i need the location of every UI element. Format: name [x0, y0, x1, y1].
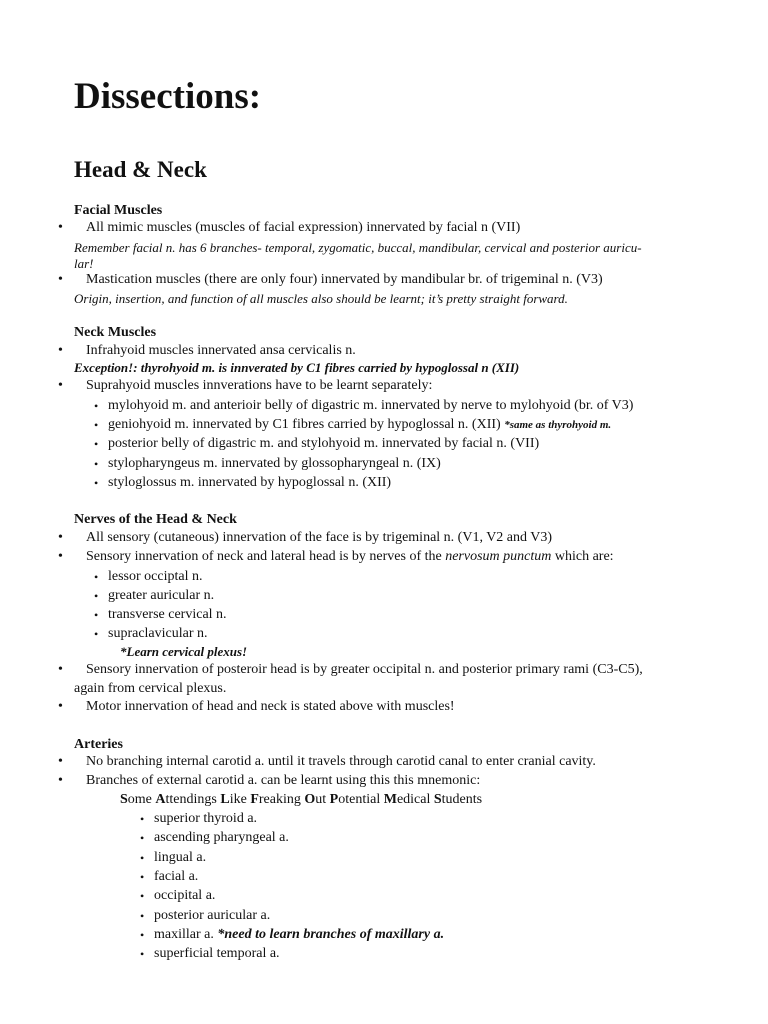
bullet: •	[58, 773, 63, 788]
nerves-bullet-2-post: which are:	[551, 549, 614, 564]
mnemonic-initial: S	[120, 792, 128, 807]
sub-bullet: •	[140, 889, 145, 903]
artery-item	[154, 926, 444, 944]
nerves-heading: Nerves of the Head & Neck	[74, 512, 237, 527]
nerves-bullet-2-pre: Sensory innervation of neck and lateral head is by nerves of the	[86, 549, 446, 564]
mnemonic	[120, 791, 482, 809]
suprahyoid-item-2-note: *same as thyrohyoid m.	[504, 419, 612, 431]
nerve-item-1: lessor occiptal n.	[108, 569, 203, 584]
mnemonic-rest: ike	[229, 792, 251, 807]
sub-bullet: •	[140, 812, 145, 826]
arteries-heading: Arteries	[74, 737, 123, 752]
artery-item-text: superficial temporal a.	[154, 946, 280, 961]
page-title: Dissections:	[74, 76, 262, 117]
nerves-bullet-4: Motor innervation of head and neck is stated above with muscles!	[86, 699, 455, 714]
neck-bullet-1: Infrahyoid muscles innervated ansa cervicalis n.	[86, 343, 356, 358]
nervosum-punctum: nervosum punctum	[445, 549, 552, 564]
sub-bullet: •	[94, 418, 99, 432]
artery-item	[154, 868, 198, 886]
bullet: •	[58, 662, 63, 677]
suprahyoid-item-4: stylopharyngeus m. innervated by glossopharyngeal n. (IX)	[108, 456, 441, 471]
section-title: Head & Neck	[74, 157, 207, 182]
sub-bullet: •	[140, 870, 145, 884]
nerve-item-4: supraclavicular n.	[108, 626, 208, 641]
mnemonic-initial: M	[383, 792, 397, 807]
sub-bullet: •	[94, 399, 99, 413]
bullet: •	[58, 343, 63, 358]
suprahyoid-item-2	[108, 416, 611, 434]
arteries-bullet-2: Branches of external carotid a. can be learnt using this this mnemonic:	[86, 773, 481, 788]
neck-exception: Exception!: thyrohyoid m. is innverated by C1 fibres carried by hypoglossal n (XII)	[74, 360, 520, 375]
nerves-bullet-3b: again from cervical plexus.	[74, 681, 227, 696]
suprahyoid-item-3: posterior belly of digastric m. and stylohyoid m. innervated by facial n. (VII)	[108, 436, 540, 451]
maxillary-note: *need to learn branches of maxillary a.	[213, 927, 445, 942]
mnemonic-rest: ome	[127, 792, 156, 807]
artery-item-text: occipital a.	[154, 888, 216, 903]
facial-note-1b: lar!	[74, 256, 94, 271]
nerve-item-2: greater auricular n.	[108, 588, 215, 603]
bullet: •	[58, 754, 63, 769]
neck-bullet-2: Suprahyoid muscles innverations have to be learnt separately:	[86, 378, 433, 393]
sub-bullet: •	[94, 589, 99, 603]
artery-item	[154, 829, 289, 847]
artery-item	[154, 945, 280, 963]
sub-bullet: •	[94, 570, 99, 584]
sub-bullet: •	[94, 476, 99, 490]
mnemonic-initial: F	[250, 792, 259, 807]
neck-muscles-heading: Neck Muscles	[74, 325, 157, 340]
mnemonic-initial: A	[155, 792, 166, 807]
mnemonic-initial: L	[220, 792, 230, 807]
suprahyoid-item-1: mylohyoid m. and anterioir belly of digastric m. innervated by nerve to mylohyoid (br. of V3)	[108, 398, 634, 413]
sub-bullet: •	[140, 831, 145, 845]
mnemonic-initial: P	[329, 792, 339, 807]
mnemonic-rest: ut	[315, 792, 330, 807]
bullet: •	[58, 549, 63, 564]
artery-item	[154, 907, 270, 925]
artery-item	[154, 887, 215, 905]
facial-note-1a: Remember facial n. has 6 branches- temporal, zygomatic, buccal, mandibular, cervical and posterior auricu-	[74, 240, 642, 255]
sub-bullet: •	[140, 928, 145, 942]
suprahyoid-item-2-text: geniohyoid m. innervated by C1 fibres carried by hypoglossal n. (XII)	[108, 417, 501, 432]
sub-bullet: •	[140, 947, 145, 961]
bullet: •	[58, 378, 63, 393]
artery-item-text: lingual a.	[154, 850, 207, 865]
artery-item-text: maxillar a.	[154, 927, 214, 942]
mnemonic-initial: S	[433, 792, 442, 807]
facial-bullet-2: Mastication muscles (there are only four) innervated by mandibular br. of trigeminal n. (V3)	[86, 272, 603, 287]
mnemonic-rest: otential	[338, 792, 384, 807]
mnemonic-rest: ttendings	[165, 792, 221, 807]
arteries-bullet-1: No branching internal carotid a. until it travels through carotid canal to enter cranial cavity.	[86, 754, 596, 769]
sub-bullet: •	[94, 627, 99, 641]
learn-cervical-plexus: *Learn cervical plexus!	[120, 644, 248, 659]
sub-bullet: •	[94, 608, 99, 622]
mnemonic-rest: tudents	[441, 792, 483, 807]
sub-bullet: •	[140, 909, 145, 923]
artery-item-text: superior thyroid a.	[154, 811, 258, 826]
facial-note-2: Origin, insertion, and function of all muscles also should be learnt; it’s pretty straight forward.	[74, 291, 568, 306]
nerve-item-3: transverse cervical n.	[108, 607, 227, 622]
sub-bullet: •	[94, 437, 99, 451]
sub-bullet: •	[94, 457, 99, 471]
bullet: •	[58, 272, 63, 287]
mnemonic-rest: edical	[396, 792, 434, 807]
nerves-bullet-2	[86, 548, 614, 566]
bullet: •	[58, 530, 63, 545]
nerves-bullet-3a: Sensory innervation of posteroir head is by greater occipital n. and posterior primary rami (C3-C5),	[86, 662, 643, 677]
facial-bullet-1: All mimic muscles (muscles of facial expression) innervated by facial n (VII)	[86, 220, 521, 235]
artery-item	[154, 849, 206, 867]
facial-muscles-heading: Facial Muscles	[74, 203, 163, 218]
artery-item-text: ascending pharyngeal a.	[154, 830, 289, 845]
bullet: •	[58, 220, 63, 235]
nerves-bullet-1: All sensory (cutaneous) innervation of the face is by trigeminal n. (V1, V2 and V3)	[86, 530, 553, 545]
artery-item-text: posterior auricular a.	[154, 908, 271, 923]
artery-item-text: facial a.	[154, 869, 199, 884]
mnemonic-rest: reaking	[258, 792, 305, 807]
sub-bullet: •	[140, 851, 145, 865]
mnemonic-initial: O	[304, 792, 316, 807]
artery-item	[154, 810, 257, 828]
suprahyoid-item-5: styloglossus m. innervated by hypoglossal n. (XII)	[108, 475, 392, 490]
bullet: •	[58, 699, 63, 714]
